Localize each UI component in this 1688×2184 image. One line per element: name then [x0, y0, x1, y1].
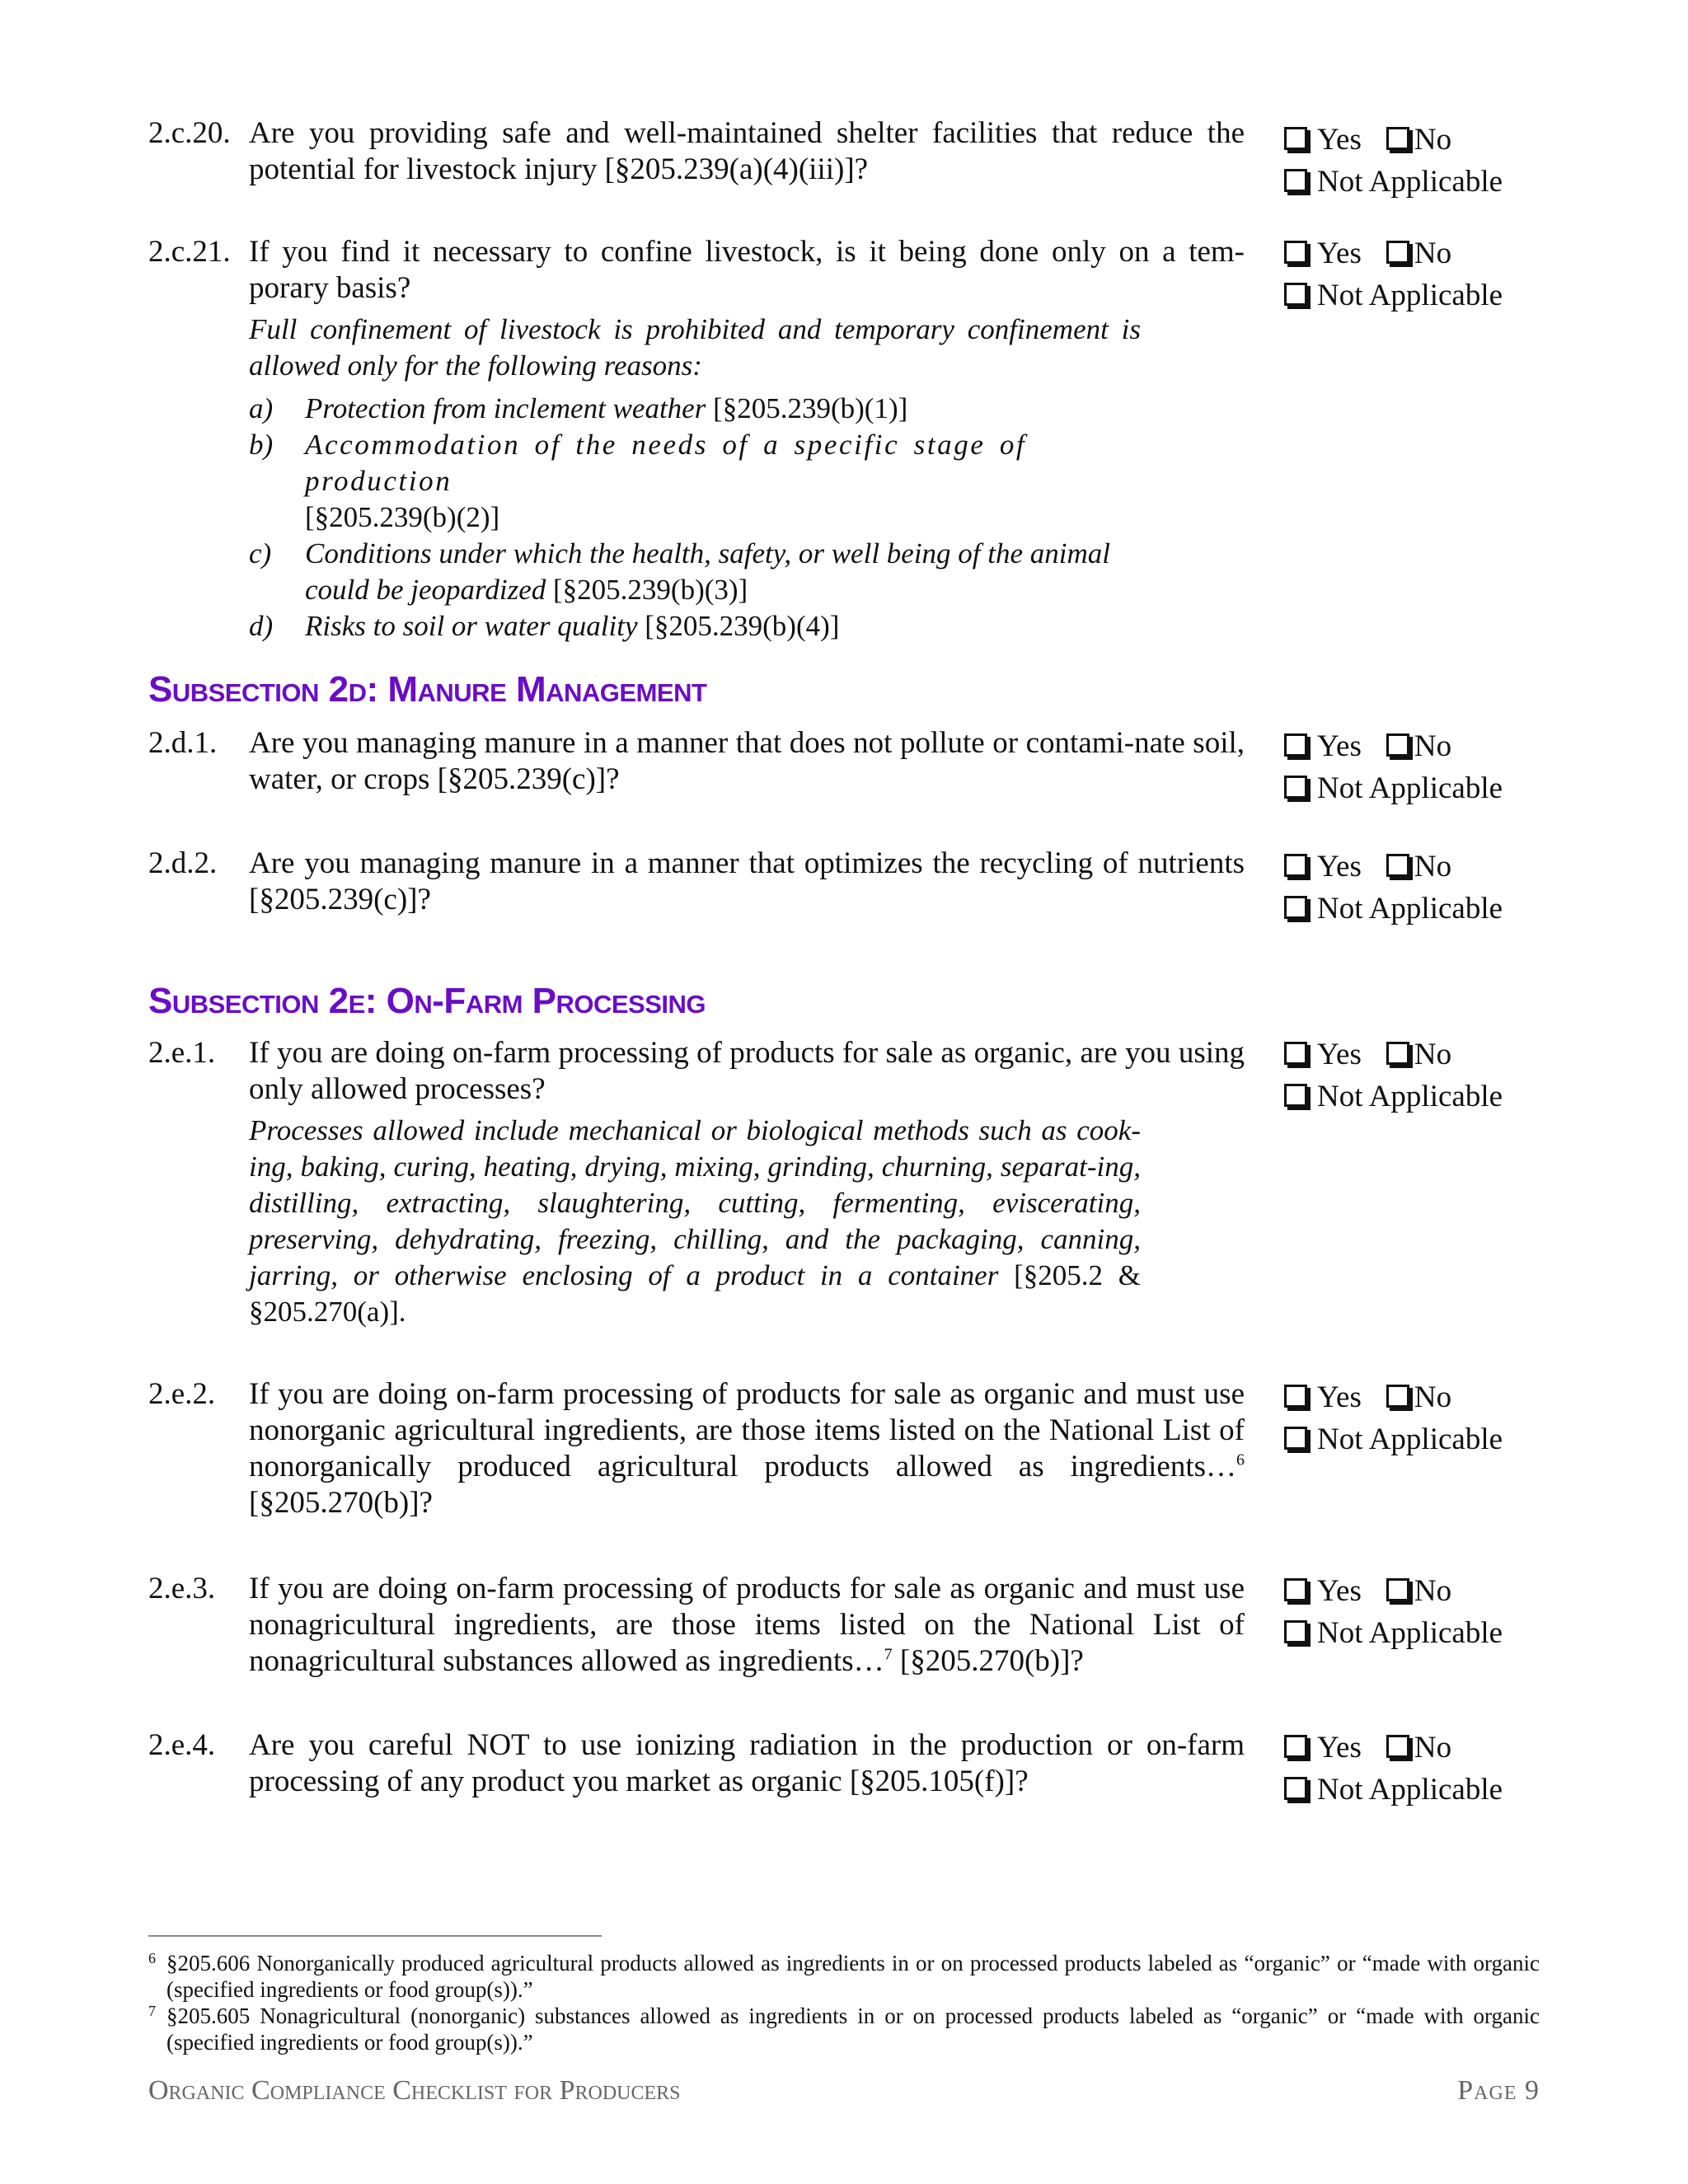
- not-applicable-label: Not Applicable: [1317, 771, 1503, 805]
- question-number: 2.d.1.: [148, 726, 218, 760]
- yes-checkbox[interactable]: [1284, 1578, 1307, 1601]
- not-applicable-label: Not Applicable: [1317, 1616, 1503, 1650]
- page-number: Page 9: [1457, 2075, 1540, 2106]
- yes-label: Yes: [1317, 1380, 1362, 1414]
- yes-label: Yes: [1317, 1038, 1362, 1071]
- not-applicable-checkbox[interactable]: [1284, 896, 1307, 919]
- not-applicable-label: Not Applicable: [1317, 1422, 1503, 1456]
- yes-label: Yes: [1317, 729, 1362, 763]
- question-number: 2.c.21.: [148, 235, 231, 269]
- footnote-marker[interactable]: 6: [1236, 1451, 1245, 1469]
- question-text: Are you careful NOT to use ionizing radiation in the production or on-farm processing of any product you market as organic [§205.105(f)]?: [249, 1728, 1245, 1798]
- no-checkbox[interactable]: [1386, 1042, 1409, 1065]
- yes-label: Yes: [1317, 1731, 1362, 1765]
- list-item: c) Conditions under which the health, safety, or well being of the animal could be jeopardized [§205.239(b)(3)]: [249, 537, 1111, 606]
- not-applicable-checkbox[interactable]: [1284, 1777, 1307, 1800]
- answer-options-2c20: [1284, 119, 1503, 203]
- list-item: b) Accommodation of the needs of a specific stage of production [§205.239(b)(2)]: [249, 429, 1027, 533]
- not-applicable-label: Not Applicable: [1317, 279, 1503, 312]
- not-applicable-checkbox[interactable]: [1284, 1620, 1307, 1643]
- no-label: No: [1414, 850, 1452, 883]
- not-applicable-label: Not Applicable: [1317, 1773, 1503, 1807]
- no-checkbox[interactable]: [1386, 241, 1409, 264]
- answer-options-2e3: [1284, 1570, 1503, 1654]
- answer-options-2d1: [1284, 725, 1503, 809]
- yes-checkbox[interactable]: [1284, 1385, 1307, 1408]
- question-2c21: [148, 234, 1245, 644]
- yes-checkbox[interactable]: [1284, 1042, 1307, 1065]
- question-number: 2.d.2.: [148, 846, 218, 880]
- section-heading-2e: Subsection 2e: On-Farm Processing: [148, 981, 706, 1021]
- yes-label: Yes: [1317, 237, 1362, 270]
- section-heading-2d: Subsection 2d: Manure Management: [148, 669, 707, 710]
- no-checkbox[interactable]: [1386, 733, 1409, 757]
- no-checkbox[interactable]: [1386, 1578, 1409, 1601]
- no-label: No: [1414, 1380, 1452, 1414]
- yes-checkbox[interactable]: [1284, 1735, 1307, 1758]
- question-number: 2.e.3.: [148, 1572, 216, 1605]
- no-label: No: [1414, 1038, 1452, 1071]
- answer-options-2d2: [1284, 846, 1503, 930]
- no-checkbox[interactable]: [1386, 854, 1409, 877]
- no-checkbox[interactable]: [1386, 127, 1409, 150]
- document-title: Organic Compliance Checklist for Producers: [148, 2075, 681, 2106]
- question-number: 2.e.2.: [148, 1377, 216, 1411]
- answer-options-2c21: [1284, 232, 1503, 316]
- list-item: d) Risks to soil or water quality [§205.239(b)(4)]: [249, 610, 840, 642]
- no-label: No: [1414, 1574, 1452, 1608]
- question-note: Processes allowed include mechanical or biological methods such as cook-ing, baking, curing, heating, drying, mixing, grinding, churning, separat-ing, distilling, extracting, slaughtering, cutting, fermenting, eviscerating, preserving, dehydrating, freezing, chilling, and the packaging, canning, jarring, or otherwise enclosing of a product in a container [§205.2 & §205.270(a)].: [249, 1114, 1142, 1328]
- not-applicable-checkbox[interactable]: [1284, 1427, 1307, 1450]
- footnote-number: 6: [148, 1950, 156, 1966]
- question-2e3: [148, 1571, 1245, 1680]
- no-label: No: [1414, 729, 1452, 763]
- footnote-6: [148, 1950, 1540, 2003]
- question-note: Full confinement of livestock is prohibited and temporary confinement is allowed only for the following reasons:: [249, 313, 1141, 382]
- yes-checkbox[interactable]: [1284, 127, 1307, 150]
- not-applicable-checkbox[interactable]: [1284, 1084, 1307, 1107]
- yes-label: Yes: [1317, 123, 1362, 157]
- question-number: 2.e.1.: [148, 1036, 216, 1070]
- no-checkbox[interactable]: [1386, 1385, 1409, 1408]
- question-text: If you are doing on-farm processing of products for sale as organic and must use nonorganic agricultural ingredients, are those items listed on the National List of nonorganically produced agricultural products allowed as ingredients…$^6$ [§205.270(b)]?: [249, 1377, 1245, 1520]
- no-label: No: [1414, 123, 1452, 157]
- answer-options-2e2: [1284, 1376, 1503, 1460]
- yes-checkbox[interactable]: [1284, 241, 1307, 264]
- yes-checkbox[interactable]: [1284, 854, 1307, 877]
- not-applicable-label: Not Applicable: [1317, 165, 1503, 199]
- page-footer: [148, 2075, 1540, 2107]
- footnote-7: [148, 2003, 1540, 2055]
- yes-checkbox[interactable]: [1284, 733, 1307, 757]
- no-checkbox[interactable]: [1386, 1735, 1409, 1758]
- question-text: Are you managing manure in a manner that optimizes the recycling of nutrients [§205.239(c)]?: [249, 846, 1245, 916]
- question-2e4: [148, 1727, 1245, 1800]
- question-2e1: [148, 1035, 1245, 1330]
- question-number: 2.e.4.: [148, 1728, 216, 1762]
- question-text: If you find it necessary to confine livestock, is it being done only on a tem-porary basis?: [249, 235, 1245, 305]
- confinement-reasons-list: [249, 391, 1141, 644]
- question-2e2: [148, 1376, 1245, 1521]
- footnote-divider: [148, 1935, 602, 1937]
- question-2d1: [148, 725, 1245, 798]
- question-number: 2.c.20.: [148, 116, 231, 150]
- footnote-text: §205.605 Nonagricultural (nonorganic) substances allowed as ingredients in or on processed products labeled as “organic” or “made with organic (specified ingredients or food group(s)).”: [166, 2004, 1540, 2055]
- question-text: Are you managing manure in a manner that does not pollute or contami-nate soil, water, or crops [§205.239(c)]?: [249, 726, 1245, 796]
- yes-label: Yes: [1317, 850, 1362, 883]
- answer-options-2e1: [1284, 1033, 1503, 1118]
- question-text: Are you providing safe and well-maintained shelter facilities that reduce the potential for livestock injury [§205.239(a)(4)(iii)]?: [249, 116, 1245, 186]
- not-applicable-checkbox[interactable]: [1284, 169, 1307, 192]
- footnote-text: §205.606 Nonorganically produced agricultural products allowed as ingredients in or on processed products labeled as “organic” or “made with organic (specified ingredients or food group(s)).”: [166, 1951, 1540, 2002]
- footnote-number: 7: [148, 2003, 156, 2019]
- question-text: If you are doing on-farm processing of products for sale as organic, are you using only allowed processes?: [249, 1036, 1245, 1106]
- question-2c20: [148, 115, 1245, 188]
- not-applicable-label: Not Applicable: [1317, 892, 1503, 926]
- yes-label: Yes: [1317, 1574, 1362, 1608]
- footnote-marker[interactable]: 7: [884, 1645, 893, 1664]
- no-label: No: [1414, 237, 1452, 270]
- not-applicable-label: Not Applicable: [1317, 1080, 1503, 1113]
- list-item: a) Protection from inclement weather [§205.239(b)(1)]: [249, 392, 908, 424]
- not-applicable-checkbox[interactable]: [1284, 776, 1307, 799]
- no-label: No: [1414, 1731, 1452, 1765]
- question-text: If you are doing on-farm processing of products for sale as organic and must use nonagricultural ingredients, are those items listed on the National List of nonagricultural substances allowed as ingredients…$^7$ [§205.270(b)]?: [249, 1572, 1245, 1678]
- question-2d2: [148, 846, 1245, 918]
- not-applicable-checkbox[interactable]: [1284, 283, 1307, 306]
- answer-options-2e4: [1284, 1727, 1503, 1811]
